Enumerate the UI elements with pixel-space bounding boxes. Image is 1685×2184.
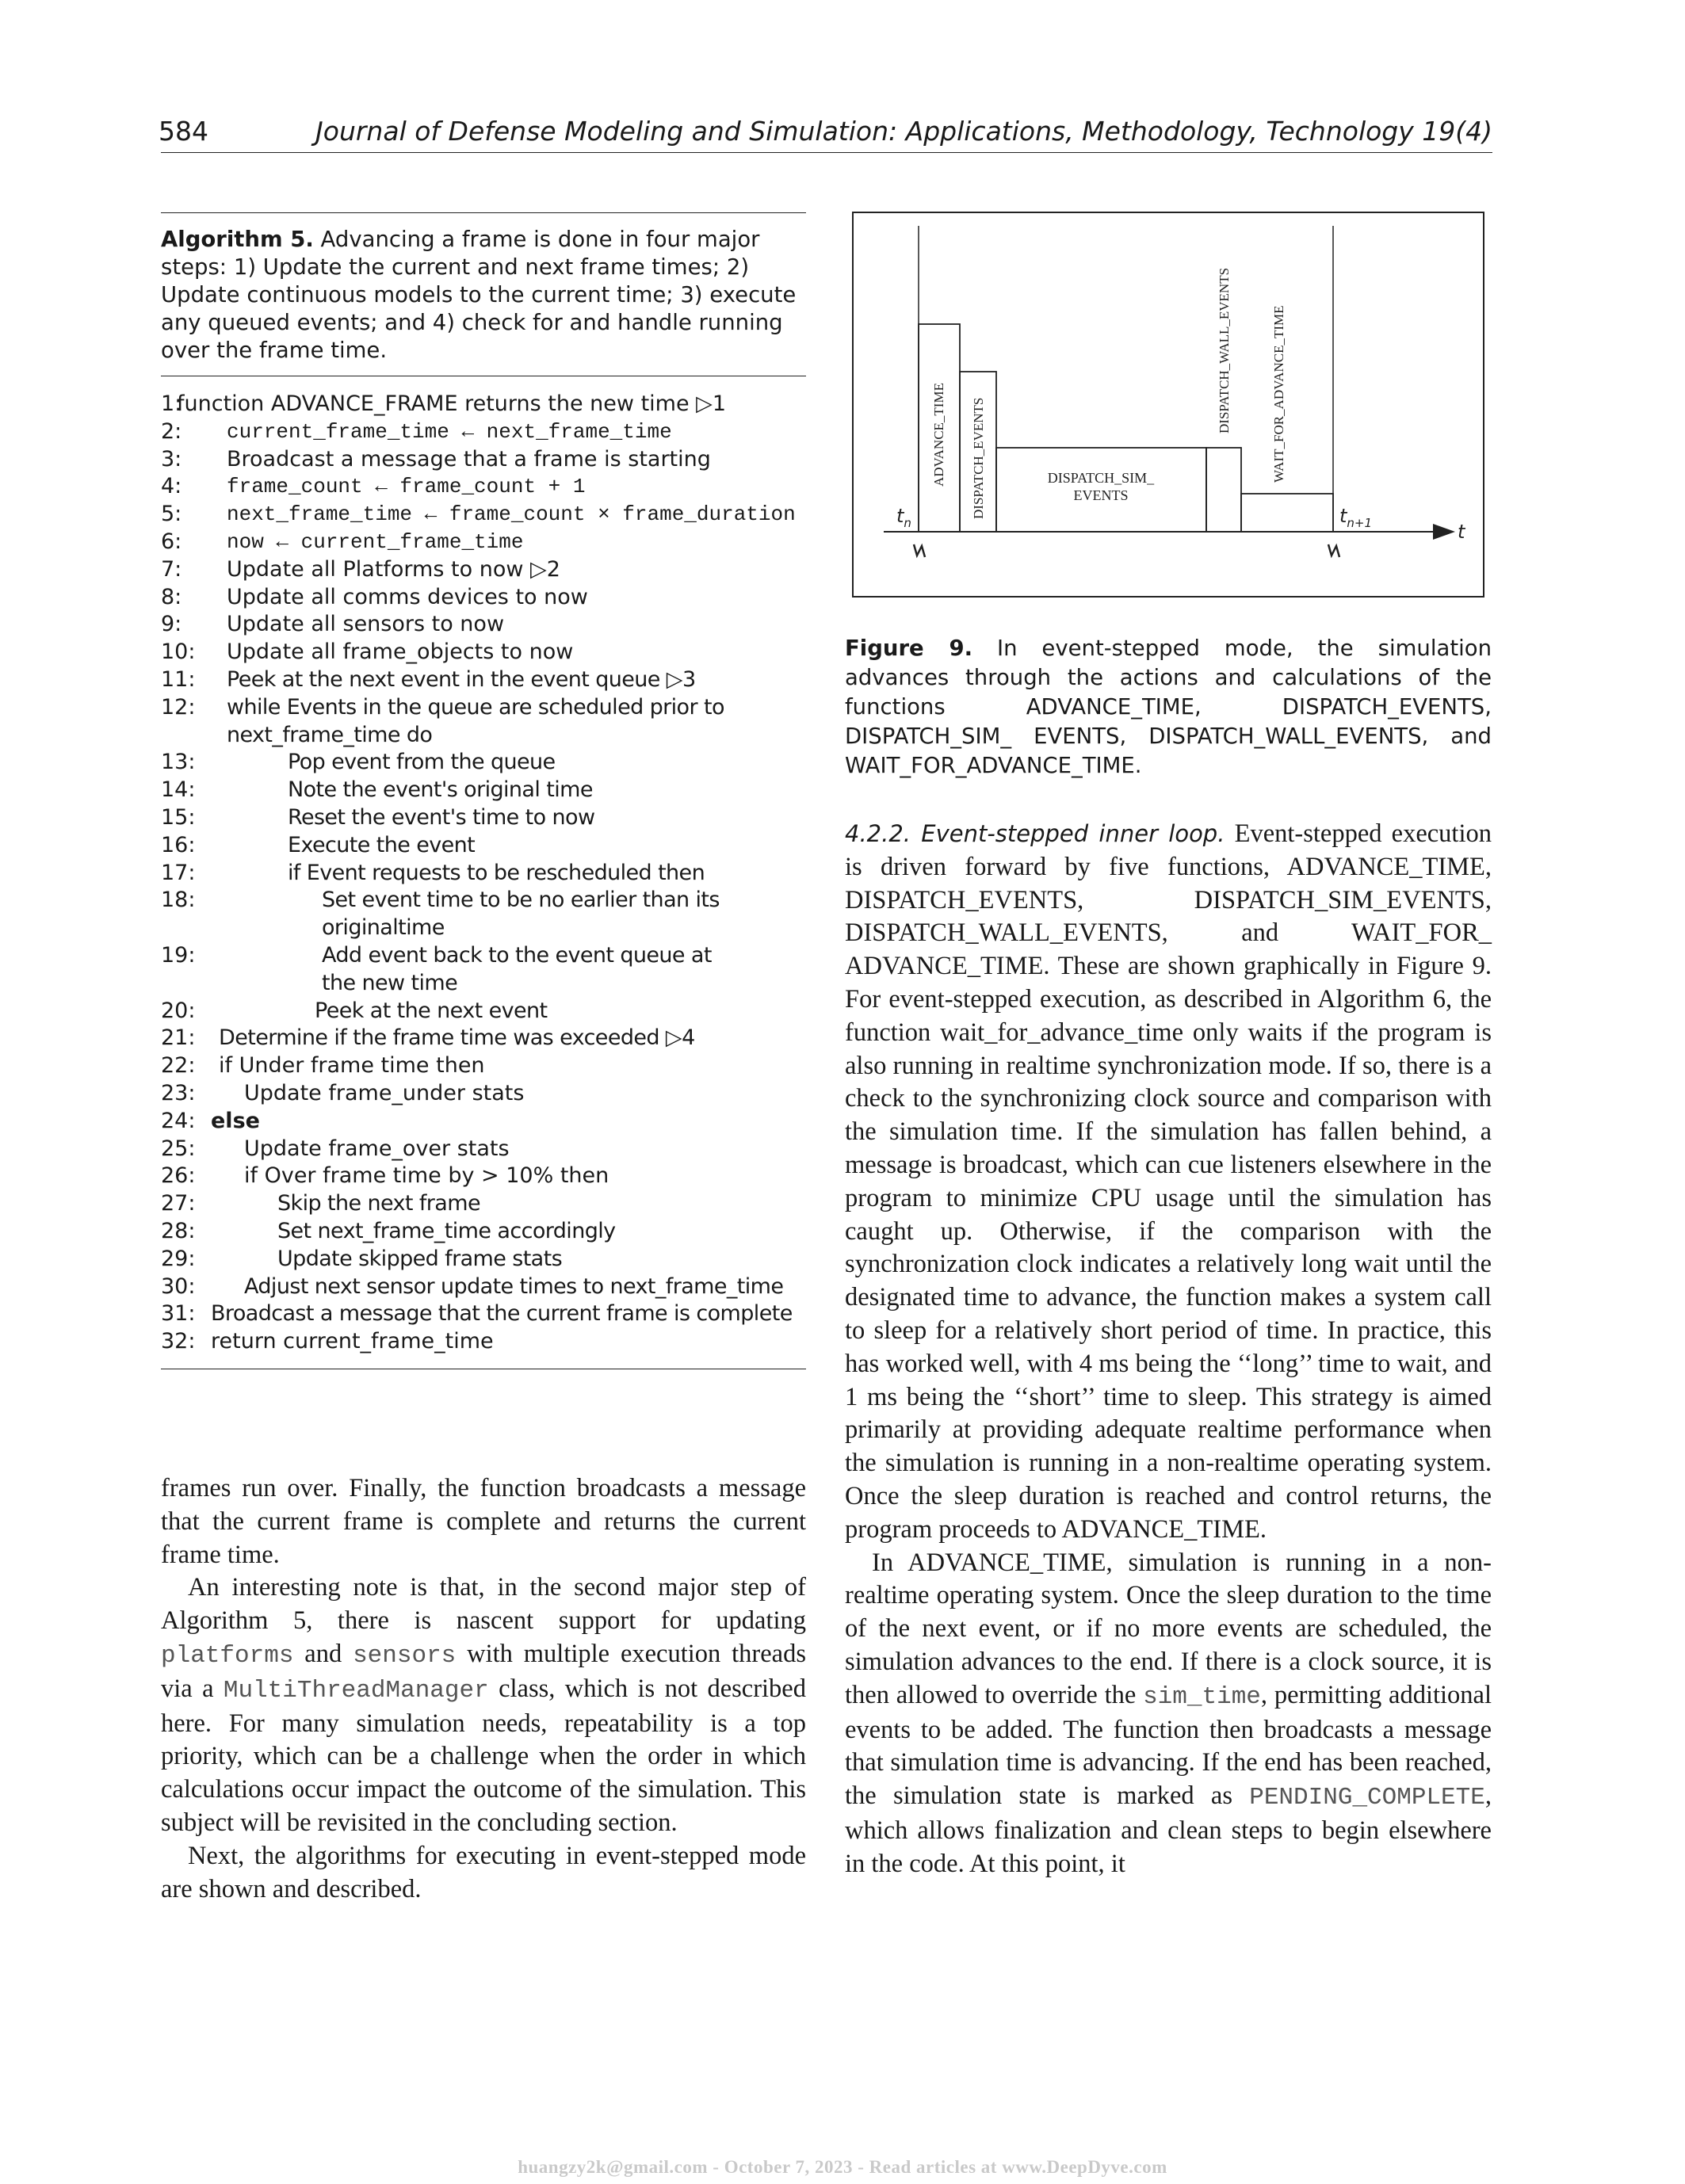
line-text: while Events in the queue are scheduled prior to next_frame_time do [227,694,724,747]
algo-line-21 [161,1025,806,1052]
line-number: 31: [161,1301,196,1327]
line-number: 22: [161,1053,196,1079]
line-text: Update all Platforms to now ▷2 [227,556,560,582]
line-number: 16: [161,832,196,857]
dispatch-events-label: DISPATCH_EVENTS [971,397,986,519]
header-rule [161,152,1492,153]
algo-line-26 [161,1163,806,1190]
frame-start-marker [914,544,925,557]
line-text: Determine if the frame time was exceeded ▷4 [219,1025,695,1051]
line-number: 3: [161,446,182,472]
line-number: 14: [161,777,196,803]
line-number: 13: [161,750,196,775]
line-number: 9: [161,612,182,637]
line-text: now ← current_frame_time [227,529,524,554]
right-paragraph-1 [845,818,1492,1547]
algo-line-16 [161,832,806,860]
line-number: 6: [161,529,182,554]
algo-line-14 [161,777,806,804]
t-axis-label: t [1458,521,1465,543]
line-text: Update all frame_objects to now [227,640,574,665]
line-text: Execute the event [288,832,476,857]
line-number: 27: [161,1191,196,1216]
figure-caption [845,634,1492,781]
t-n1-sub: n+1 [1347,516,1373,530]
line-number: 2: [161,418,182,444]
t-n-base: t [896,505,904,527]
algorithm-caption-label: Algorithm 5. [161,227,314,252]
line-number: 26: [161,1163,196,1189]
line-text: Broadcast a message that a frame is starting [227,446,711,472]
algo-line-3 [161,446,806,474]
algo-line-15 [161,804,806,832]
dispatch-sim-label-line2: EVENTS [1073,487,1129,503]
code-run: sim_time [1143,1682,1261,1711]
left-paragraph-3: Next, the algorithms for executing in event-stepped mode are shown and described. [161,1841,806,1903]
line-text: return current_frame_time [211,1329,494,1354]
line-number: 5: [161,502,182,527]
line-text: else [211,1108,260,1133]
algo-line-29 [161,1246,806,1273]
algo-line-25 [161,1136,806,1163]
line-text: Update frame_under stats [244,1080,525,1105]
line-number: 28: [161,1218,196,1243]
algo-line-32 [161,1328,806,1356]
line-text: Update skipped frame stats [277,1246,563,1271]
line-text: if Over frame time by > 10% then [244,1163,609,1189]
figure-caption-text: In event-stepped mode, the simulation advances through the actions and calculations of the functions ADVANCE_TIME, DISPATCH_EVENTS, DISPATCH_SIM_ EVENTS, DISPATCH_WALL_EVENTS, and WAIT_FOR_ADVANCE_TIME. [845,636,1492,778]
figure-9 [852,212,1484,598]
algorithm-lines [161,376,806,1369]
algo-line-11 [161,666,806,694]
algorithm-block [161,212,806,1369]
text-run: , which allows finalization and clean steps to begin elsewhere in the code. At this point, it [845,1781,1492,1878]
code-run: platforms [161,1641,294,1670]
line-number: 20: [161,998,196,1023]
t-n-label [896,505,911,530]
text-run: , permitting additional events to be added. The function then broadcasts a message that simulation time is advancing. If the end has been reached, the simulation state is marked as [845,1680,1492,1811]
line-text: current_frame_time ← next_frame_time [227,419,672,444]
wait-for-advance-time-label: WAIT_FOR_ADVANCE_TIME [1271,305,1286,483]
line-number: 8: [161,584,182,609]
line-text: Update all sensors to now [227,612,505,637]
line-number: 25: [161,1136,196,1161]
algo-line-19 [161,942,806,998]
algo-line-8 [161,584,806,612]
algo-line-5 [161,501,806,529]
line-text: Peek at the next event in the event queue ▷3 [227,666,696,692]
t-n1-base: t [1339,505,1347,527]
timeline-diagram [854,213,1483,596]
algo-line-4 [161,473,806,501]
line-text: Note the event's original time [288,777,593,803]
line-number: 19: [161,942,196,968]
algo-line-24 [161,1108,806,1136]
algo-line-28 [161,1218,806,1246]
algo-line-23 [161,1080,806,1108]
right-paragraph-2 [845,1547,1492,1881]
line-number: 10: [161,640,196,665]
right-column-body [845,818,1492,1881]
line-text: Reset the event's time to now [288,804,595,830]
algo-line-18 [161,887,806,942]
line-text: next_frame_time ← frame_count × frame_duration [227,502,796,527]
algo-line-10 [161,639,806,666]
algo-line-31 [161,1300,806,1328]
line-number: 21: [161,1025,196,1051]
frame-end-marker [1328,544,1339,557]
line-number: 7: [161,556,182,582]
text-run: In ADVANCE_TIME, simulation is running in a non-realtime operating system. Once the sleep duration to the time of the next event, or if no more events are scheduled, the simulation advances to the end. If there is a clock source, it is then allowed to override the [845,1548,1492,1709]
line-text: Update all comms devices to now [227,584,588,609]
running-header: Journal of Defense Modeling and Simulation: Applications, Methodology, Technology 19(4) [315,116,1492,147]
algo-line-13 [161,749,806,777]
algo-line-30 [161,1273,806,1301]
dispatch-wall-events-block [1206,448,1241,532]
algo-line-20 [161,998,806,1025]
algorithm-caption [161,213,806,376]
text-run: An interesting note is that, in the second major step of Algorithm 5, there is nascent support for updating [161,1573,806,1636]
line-number: 30: [161,1273,196,1299]
line-text: Adjust next sensor update times to next_frame_time [244,1273,784,1299]
line-number: 12: [161,694,196,720]
dispatch-wall-events-label: DISPATCH_WALL_EVENTS [1217,267,1232,433]
algo-line-22 [161,1052,806,1080]
text-run: with multiple execution threads via a [161,1639,806,1703]
t-n1-label [1339,505,1372,530]
algo-line-1 [161,391,806,418]
line-text: Set next_frame_time accordingly [277,1218,616,1243]
figure-caption-label: Figure 9. [845,636,973,661]
line-number: 17: [161,860,196,885]
code-run: PENDING_COMPLETE [1249,1784,1485,1812]
line-number: 1: [161,391,182,416]
line-text: function ADVANCE_FRAME returns the new time ▷1 [177,391,727,416]
algorithm-caption-text: Advancing a frame is done in four major steps: 1) Update the current and next frame times; 2) Update continuous models to the current time; 3) execute any queued events; and 4) check for and handle running over the frame time. [161,227,797,363]
line-number: 15: [161,804,196,830]
line-number: 11: [161,666,196,692]
wait-for-advance-time-block [1241,494,1333,532]
text-run: class, which is not described here. For many simulation needs, repeatability is a top priority, which can be a challenge when the order in which calculations occur impact the outcome of the simulation. This subject will be revisited in the concluding section. [161,1674,806,1837]
t-n-sub: n [904,516,911,530]
line-number: 18: [161,888,196,913]
algo-line-27 [161,1190,806,1218]
line-text: Set event time to be no earlier than its originaltime [322,888,720,941]
line-text: if Under frame time then [219,1053,485,1079]
line-text: Broadcast a message that the current frame is complete [211,1301,793,1327]
dispatch-sim-label-line1: DISPATCH_SIM_ [1047,470,1155,486]
line-text: if Event requests to be rescheduled then [288,860,705,885]
line-text: Skip the next frame [277,1191,480,1216]
algo-line-9 [161,611,806,639]
algo-line-17 [161,860,806,888]
line-number: 29: [161,1246,196,1271]
line-text: Add event back to the event queue at the new time [322,942,712,995]
line-text: Update frame_over stats [244,1136,510,1161]
line-number: 23: [161,1080,196,1105]
code-run: MultiThreadManager [223,1676,489,1705]
line-number: 32: [161,1329,196,1354]
algo-line-2 [161,418,806,446]
line-number: 24: [161,1108,196,1133]
line-number: 4: [161,474,182,499]
text-run: Event-stepped execution is driven forward by five functions, ADVANCE_TIME, DISPATCH_EVENTS, DISPATCH_SIM_EVENTS, DISPATCH_WALL_EVENTS, and WAIT_FOR_ ADVANCE_TIME. These are shown graphically in Figure 9. For event-stepped execution, as described in Algorithm 6, the function wait_for_advance_time only waits if the program is also running in realtime synchronization mode. If so, there is a check to the synchronizing clock source and comparison with the simulation time. If the simulation has fallen behind, a message is broadcast, which can cue listeners elsewhere in the program to minimize CPU usage until the simulation has caught up. Otherwise, if the comparison with the synchronization clock indicates a relatively long wait until the designated time to advance, the function makes a system call to sleep for a relatively short period of time. In practice, this has worked well, with 4 ms being the ‘‘long’’ time to wait, and 1 ms being the ‘‘short’’ time to sleep. This strategy is aimed primarily at providing adequate realtime performance when the simulation is running in a non-realtime operating system. Once the sleep duration is reached and control returns, the program proceeds to ADVANCE_TIME. [845,819,1492,1544]
algo-line-6 [161,529,806,556]
algo-line-7 [161,556,806,584]
left-column-body [161,1472,806,1906]
page-number: 584 [159,116,208,147]
text-run: and [293,1639,353,1668]
advance-time-label: ADVANCE_TIME [931,383,946,487]
line-text: frame_count ← frame_count + 1 [227,475,586,499]
line-text: Pop event from the queue [288,750,556,775]
left-paragraph-2 [161,1571,806,1839]
footer-watermark: huangzy2k@gmail.com - October 7, 2023 - Read articles at www.DeepDyve.com [518,2157,1167,2177]
left-paragraph-1: frames run over. Finally, the function broadcasts a message that the current frame is complete and returns the current frame time. [161,1474,806,1569]
line-text: Peek at the next event [315,998,548,1023]
section-heading: 4.2.2. Event-stepped inner loop. [845,820,1225,847]
code-run: sensors [353,1641,457,1670]
algo-line-12 [161,694,806,750]
